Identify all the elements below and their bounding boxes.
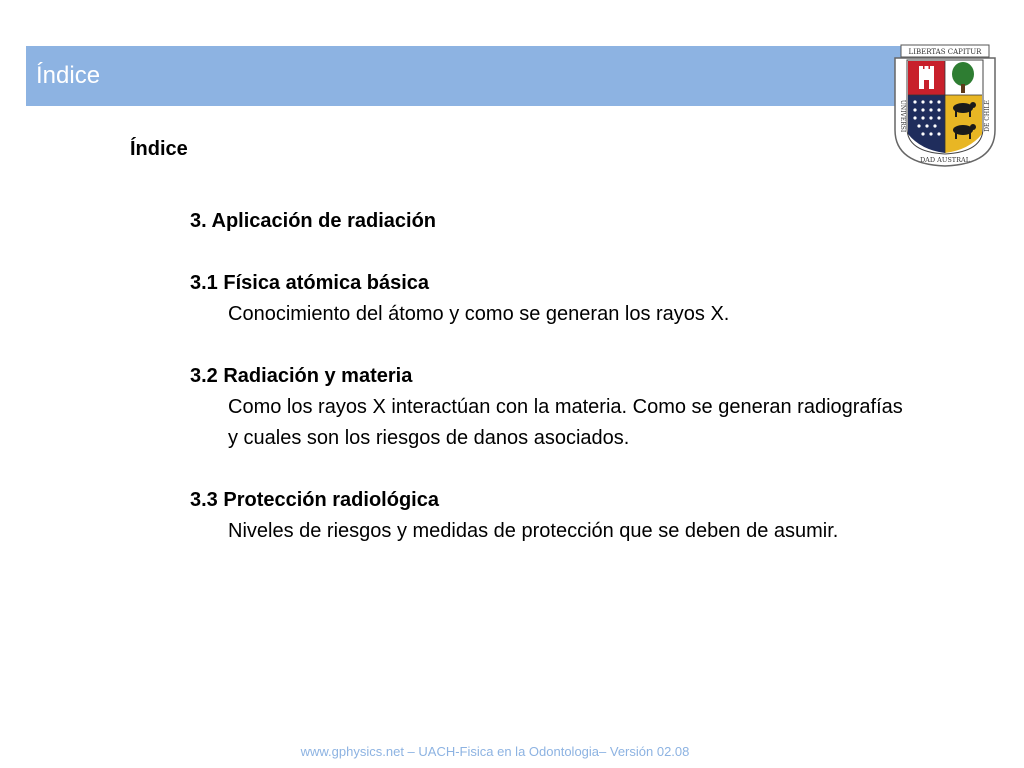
outline-section bbox=[190, 268, 910, 330]
logo-motto: LIBERTAS CAPITUR bbox=[908, 48, 982, 56]
logo-text-bottom: DAD AUSTRAL bbox=[919, 156, 971, 164]
section-title: 3.2 Radiación y materia bbox=[190, 365, 413, 387]
outline-section bbox=[190, 485, 910, 547]
footer-text: www.gphysics.net – UACH-Fisica en la Odontologia– Versión 02.08 bbox=[300, 744, 690, 759]
section-description: Conocimiento del átomo y como se generan los rayos X. bbox=[228, 303, 730, 325]
section-description: Niveles de riesgos y medidas de protección que se deben de asumir. bbox=[228, 520, 839, 542]
logo-text-right: DE CHILE bbox=[984, 100, 991, 132]
outline-section bbox=[190, 361, 910, 454]
university-logo bbox=[891, 42, 999, 168]
section-title: 3.1 Física atómica básica bbox=[190, 272, 430, 294]
section-description: Como los rayos X interactúan con la materia. Como se generan radiografías y cuales son los riesgos de danos asociados. bbox=[228, 396, 903, 449]
outline bbox=[190, 206, 910, 547]
title-bar bbox=[26, 46, 906, 106]
logo-text-left: UNIVERSI bbox=[899, 99, 906, 133]
slide-title: Índice bbox=[36, 62, 101, 89]
section-title: 3.3 Protección radiológica bbox=[190, 489, 439, 511]
outline-main-item: 3. Aplicación de radiación bbox=[190, 210, 436, 232]
index-heading: Índice bbox=[130, 138, 188, 160]
